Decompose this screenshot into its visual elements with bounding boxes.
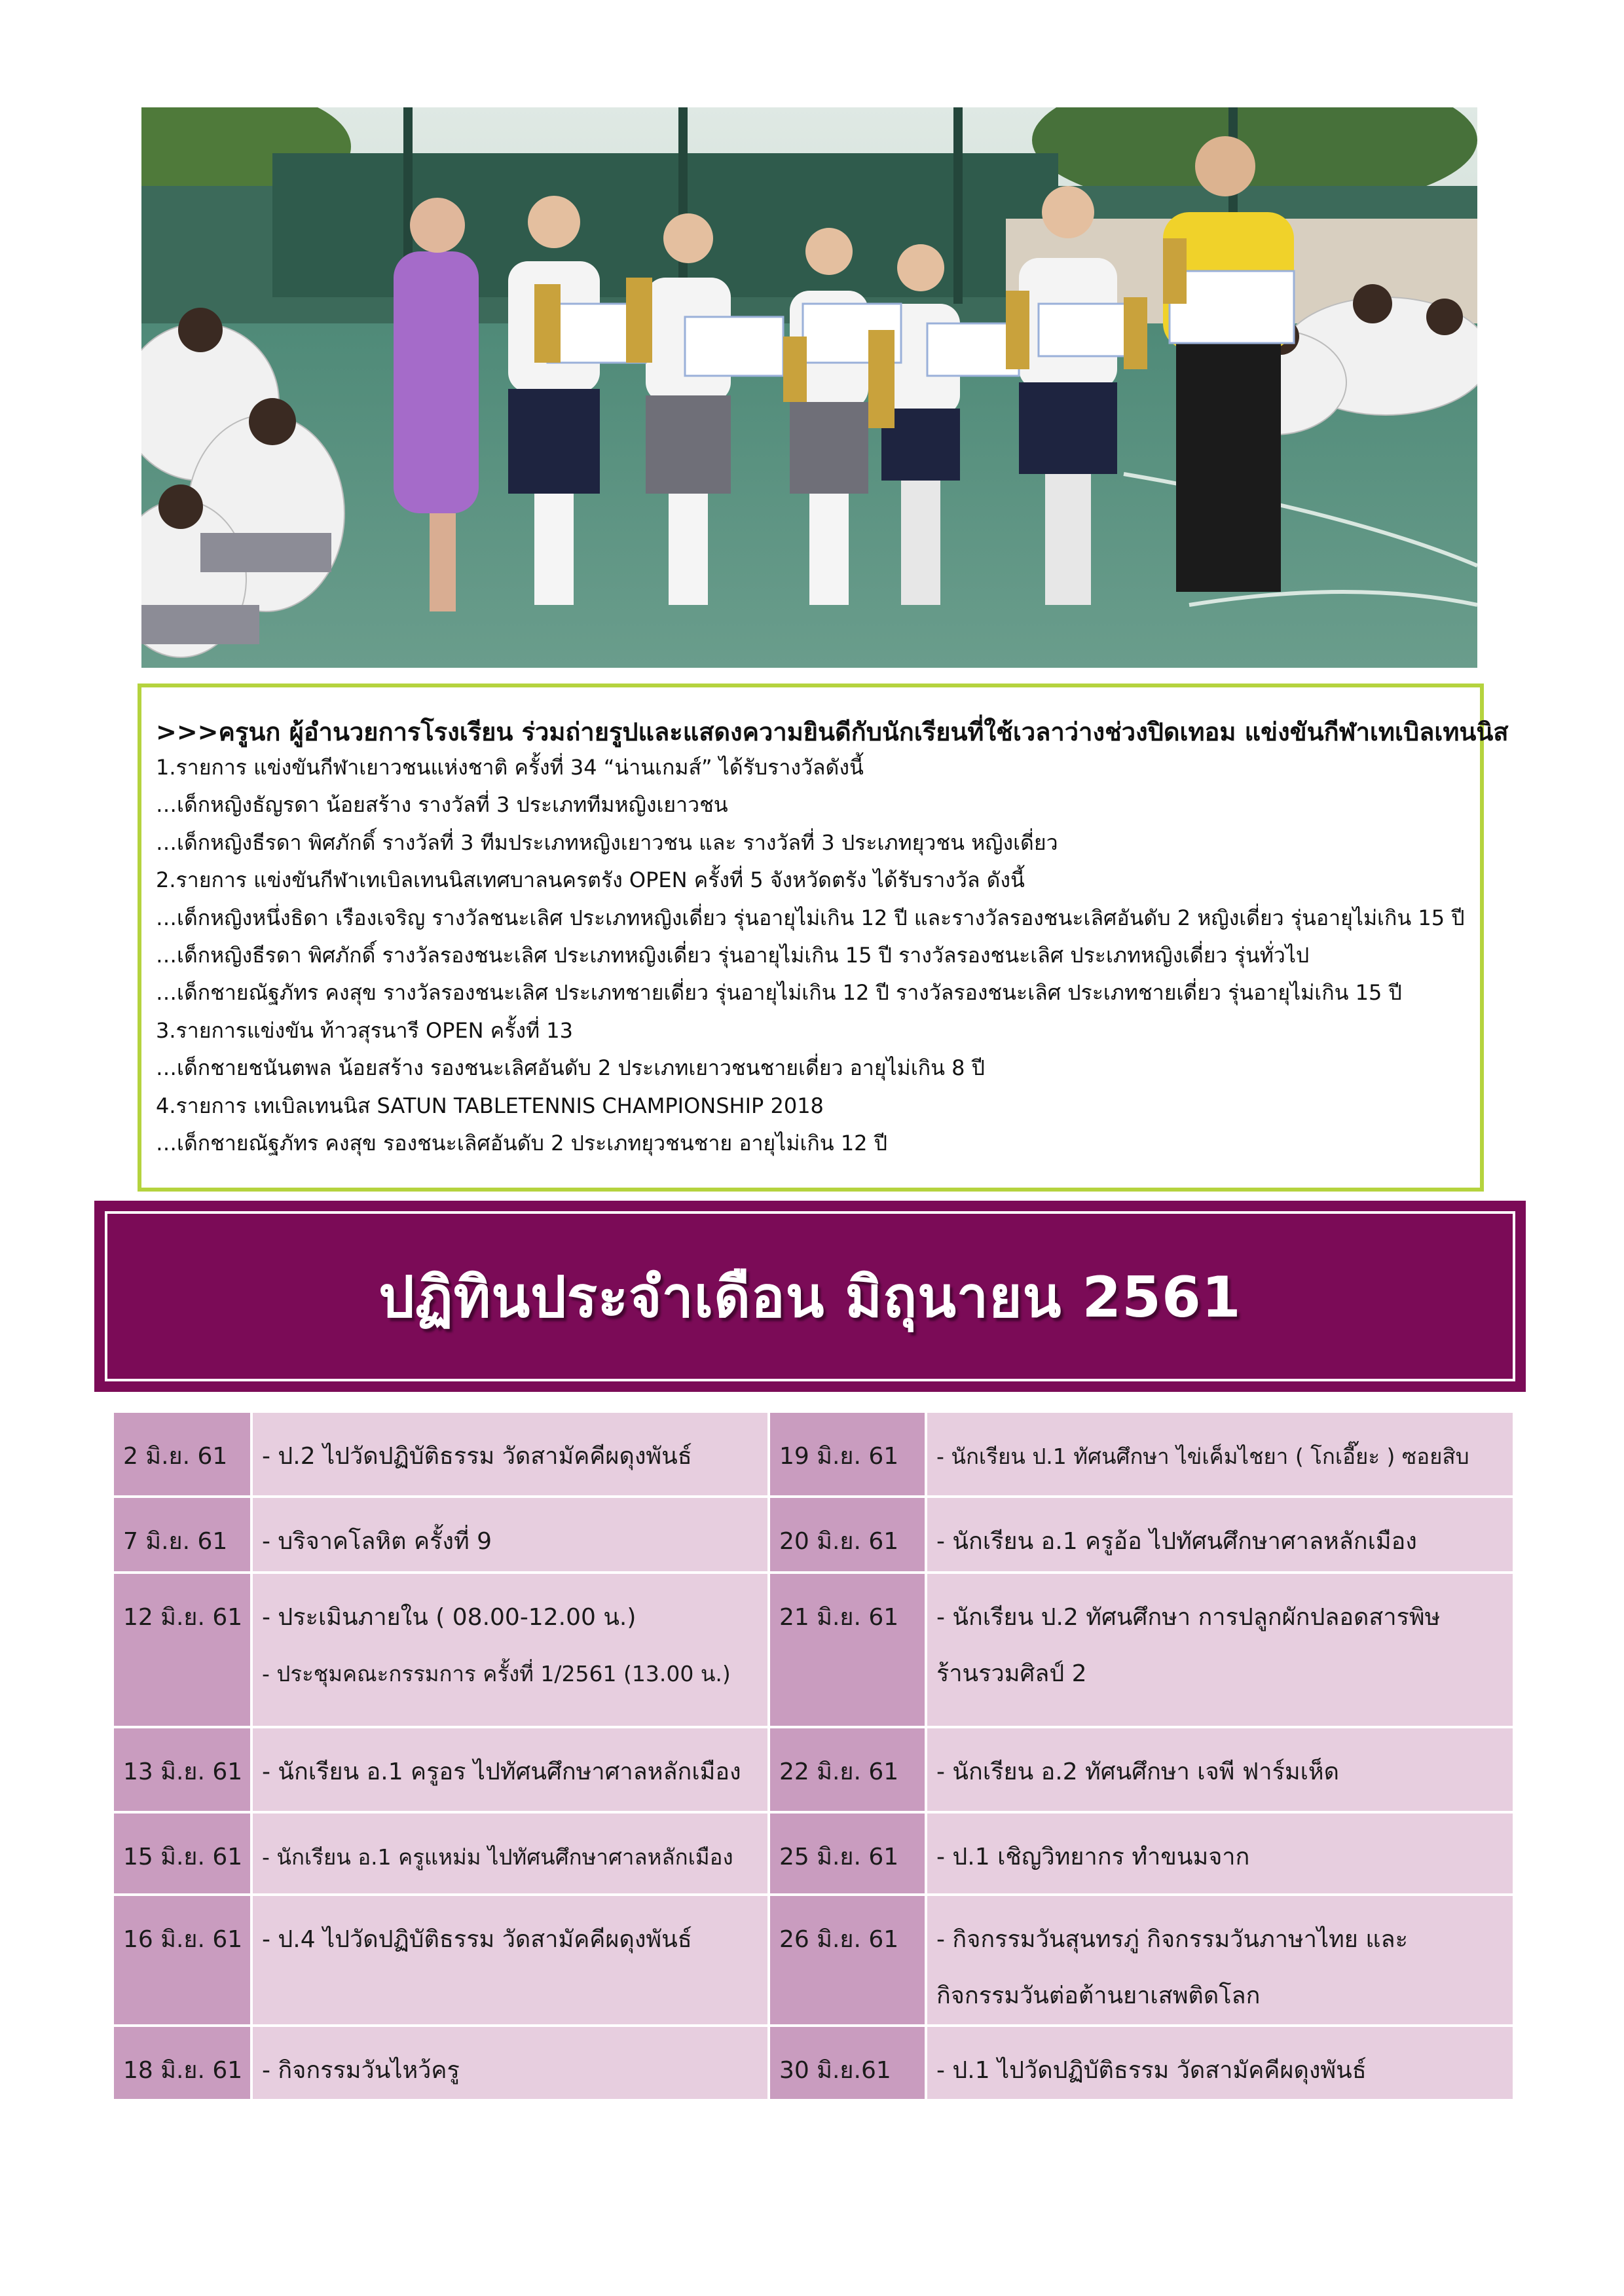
event-text: - ประเมินภายใน ( 08.00-12.00 น.) <box>262 1604 637 1631</box>
event-cell <box>926 1727 1514 1812</box>
event-cell <box>251 2026 769 2100</box>
event-cell <box>926 1497 1514 1573</box>
event-text: - บริจาคโลหิต ครั้งที่ 9 <box>262 1528 492 1555</box>
event-cell <box>926 1812 1514 1895</box>
calendar-table <box>111 1410 1515 2102</box>
news-line: 2.รายการ แข่งขันกีฬาเทเบิลเทนนิสเทศบาลนครตรัง OPEN ครั้งที่ 5 จังหวัดตรัง ได้รับรางวัล ดังนี้ <box>156 867 1025 893</box>
event-cell <box>251 1812 769 1895</box>
news-line: 3.รายการแข่งขัน ท้าวสุรนารี OPEN ครั้งที่ 13 <box>156 1017 573 1043</box>
date-cell: 19 มิ.ย. 61 <box>769 1412 926 1497</box>
date-cell: 25 มิ.ย. 61 <box>769 1812 926 1895</box>
event-text: - นักเรียน อ.1 ครูแหม่ม ไปทัศนศึกษาศาลหลักเมือง <box>262 1844 733 1870</box>
date-cell: 20 มิ.ย. 61 <box>769 1497 926 1573</box>
event-text: - ป.1 เชิญวิทยากร ทำขนมจาก <box>936 1844 1250 1870</box>
event-cell <box>251 1895 769 2026</box>
date-cell: 30 มิ.ย.61 <box>769 2026 926 2100</box>
event-text: - ป.1 ไปวัดปฏิบัติธรรม วัดสามัคคีผดุงพันธ์ <box>936 2057 1367 2084</box>
event-text: - ประชุมคณะกรรมการ ครั้งที่ 1/2561 (13.00 น.) <box>262 1661 731 1686</box>
table-row <box>113 1727 1514 1812</box>
event-text: - ป.4 ไปวัดปฏิบัติธรรม วัดสามัคคีผดุงพันธ์ <box>262 1926 692 1953</box>
event-text: - กิจกรรมวันสุนทรภู่ กิจกรรมวันภาษาไทย และ <box>936 1926 1408 1953</box>
event-text: - นักเรียน ป.1 ทัศนศึกษา ไข่เค็มไชยา ( โกเอี๊ยะ ) ซอยสิบ <box>936 1444 1469 1469</box>
event-text: ร้านรวมศิลป์ 2 <box>936 1660 1087 1687</box>
news-line: …เด็กหญิงธัญรดา น้อยสร้าง รางวัลที่ 3 ประเภททีมหญิงเยาวชน <box>156 792 728 818</box>
event-text: - นักเรียน อ.1 ครูอร ไปทัศนศึกษาศาลหลักเมือง <box>262 1758 741 1785</box>
event-text: - นักเรียน อ.1 ครูอ้อ ไปทัศนศึกษาศาลหลักเมือง <box>936 1528 1417 1555</box>
table-row <box>113 1412 1514 1497</box>
date-cell: 2 มิ.ย. 61 <box>113 1412 251 1497</box>
table-row <box>113 2026 1514 2100</box>
table-row <box>113 1497 1514 1573</box>
event-cell <box>926 1573 1514 1727</box>
event-cell <box>926 2026 1514 2100</box>
event-cell <box>251 1497 769 1573</box>
date-cell: 16 มิ.ย. 61 <box>113 1895 251 2026</box>
event-text: - นักเรียน อ.2 ทัศนศึกษา เจพี ฟาร์มเห็ด <box>936 1758 1340 1785</box>
event-cell <box>251 1573 769 1727</box>
date-cell: 18 มิ.ย. 61 <box>113 2026 251 2100</box>
date-cell: 7 มิ.ย. 61 <box>113 1497 251 1573</box>
event-text: - นักเรียน ป.2 ทัศนศึกษา การปลูกผักปลอดสารพิษ <box>936 1604 1441 1631</box>
news-line: …เด็กหญิงหนึ่งธิดา เรืองเจริญ รางวัลชนะเลิศ ประเภทหญิงเดี่ยว รุ่นอายุไม่เกิน 12 ปี และรางวัลรองชนะเลิศอันดับ 2 หญิงเดี่ยว รุ่นอายุไม่เกิน 15 ปี <box>156 905 1465 930</box>
event-cell <box>926 1412 1514 1497</box>
table-row <box>113 1573 1514 1727</box>
event-text: กิจกรรมวันต่อต้านยาเสพติดโลก <box>936 1982 1261 2009</box>
table-row <box>113 1812 1514 1895</box>
table-row <box>113 1895 1514 2026</box>
news-box <box>138 683 1509 1192</box>
event-text: - ป.2 ไปวัดปฏิบัติธรรม วัดสามัคคีผดุงพันธ์ <box>262 1443 692 1470</box>
date-cell: 26 มิ.ย. 61 <box>769 1895 926 2026</box>
date-cell: 13 มิ.ย. 61 <box>113 1727 251 1812</box>
date-cell: 22 มิ.ย. 61 <box>769 1727 926 1812</box>
news-line: …เด็กชายณัฐภัทร คงสุข รองชนะเลิศอันดับ 2 ประเภทยุวชนชาย อายุไม่เกิน 12 ปี <box>156 1131 888 1156</box>
event-cell <box>926 1895 1514 2026</box>
event-text: - กิจกรรมวันไหว้ครู <box>262 2057 460 2084</box>
banner-title: ปฏิทินประจำเดือน มิถุนายน 2561 <box>378 1264 1242 1330</box>
date-cell: 21 มิ.ย. 61 <box>769 1573 926 1727</box>
award-photo-illustration <box>141 107 1477 668</box>
news-line: 4.รายการ เทเบิลเทนนิส SATUN TABLETENNIS CHAMPIONSHIP 2018 <box>156 1093 824 1118</box>
news-line: …เด็กหญิงธีรดา พิศภักดิ์ รางวัลที่ 3 ทีมประเภทหญิงเยาวชน และ รางวัลที่ 3 ประเภทยุวชน หญิงเดี่ยว <box>156 829 1058 855</box>
event-cell <box>251 1727 769 1812</box>
news-line: …เด็กชายชนันตพล น้อยสร้าง รองชนะเลิศอันดับ 2 ประเภทเยาวชนชายเดี่ยว อายุไม่เกิน 8 ปี <box>156 1055 985 1081</box>
calendar-banner <box>94 1201 1526 1392</box>
date-cell: 15 มิ.ย. 61 <box>113 1812 251 1895</box>
news-line: 1.รายการ แข่งขันกีฬาเยาวชนแห่งชาติ ครั้งที่ 34 “น่านเกมส์” ได้รับรางวัลดังนี้ <box>156 755 864 780</box>
news-line: …เด็กหญิงธีรดา พิศภักดิ์ รางวัลรองชนะเลิศ ประเภทหญิงเดี่ยว รุ่นอายุไม่เกิน 15 ปี รางวัลรองชนะเลิศ ประเภทหญิงเดี่ยว รุ่นทั่วไป <box>156 943 1310 968</box>
news-heading: >>>ครูนก ผู้อำนวยการโรงเรียน ร่วมถ่ายรูปและแสดงความยินดีกับนักเรียนที่ใช้เวลาว่างช่วงปิดเทอม แข่งขันกีฬาเทเบิลเทนนิส <box>156 718 1509 746</box>
event-cell <box>251 1412 769 1497</box>
award-photo <box>141 107 1477 668</box>
news-line: …เด็กชายณัฐภัทร คงสุข รางวัลรองชนะเลิศ ประเภทชายเดี่ยว รุ่นอายุไม่เกิน 12 ปี รางวัลรองชนะเลิศ ประเภทชายเดี่ยว รุ่นอายุไม่เกิน 15 ปี <box>156 980 1402 1006</box>
date-cell: 12 มิ.ย. 61 <box>113 1573 251 1727</box>
